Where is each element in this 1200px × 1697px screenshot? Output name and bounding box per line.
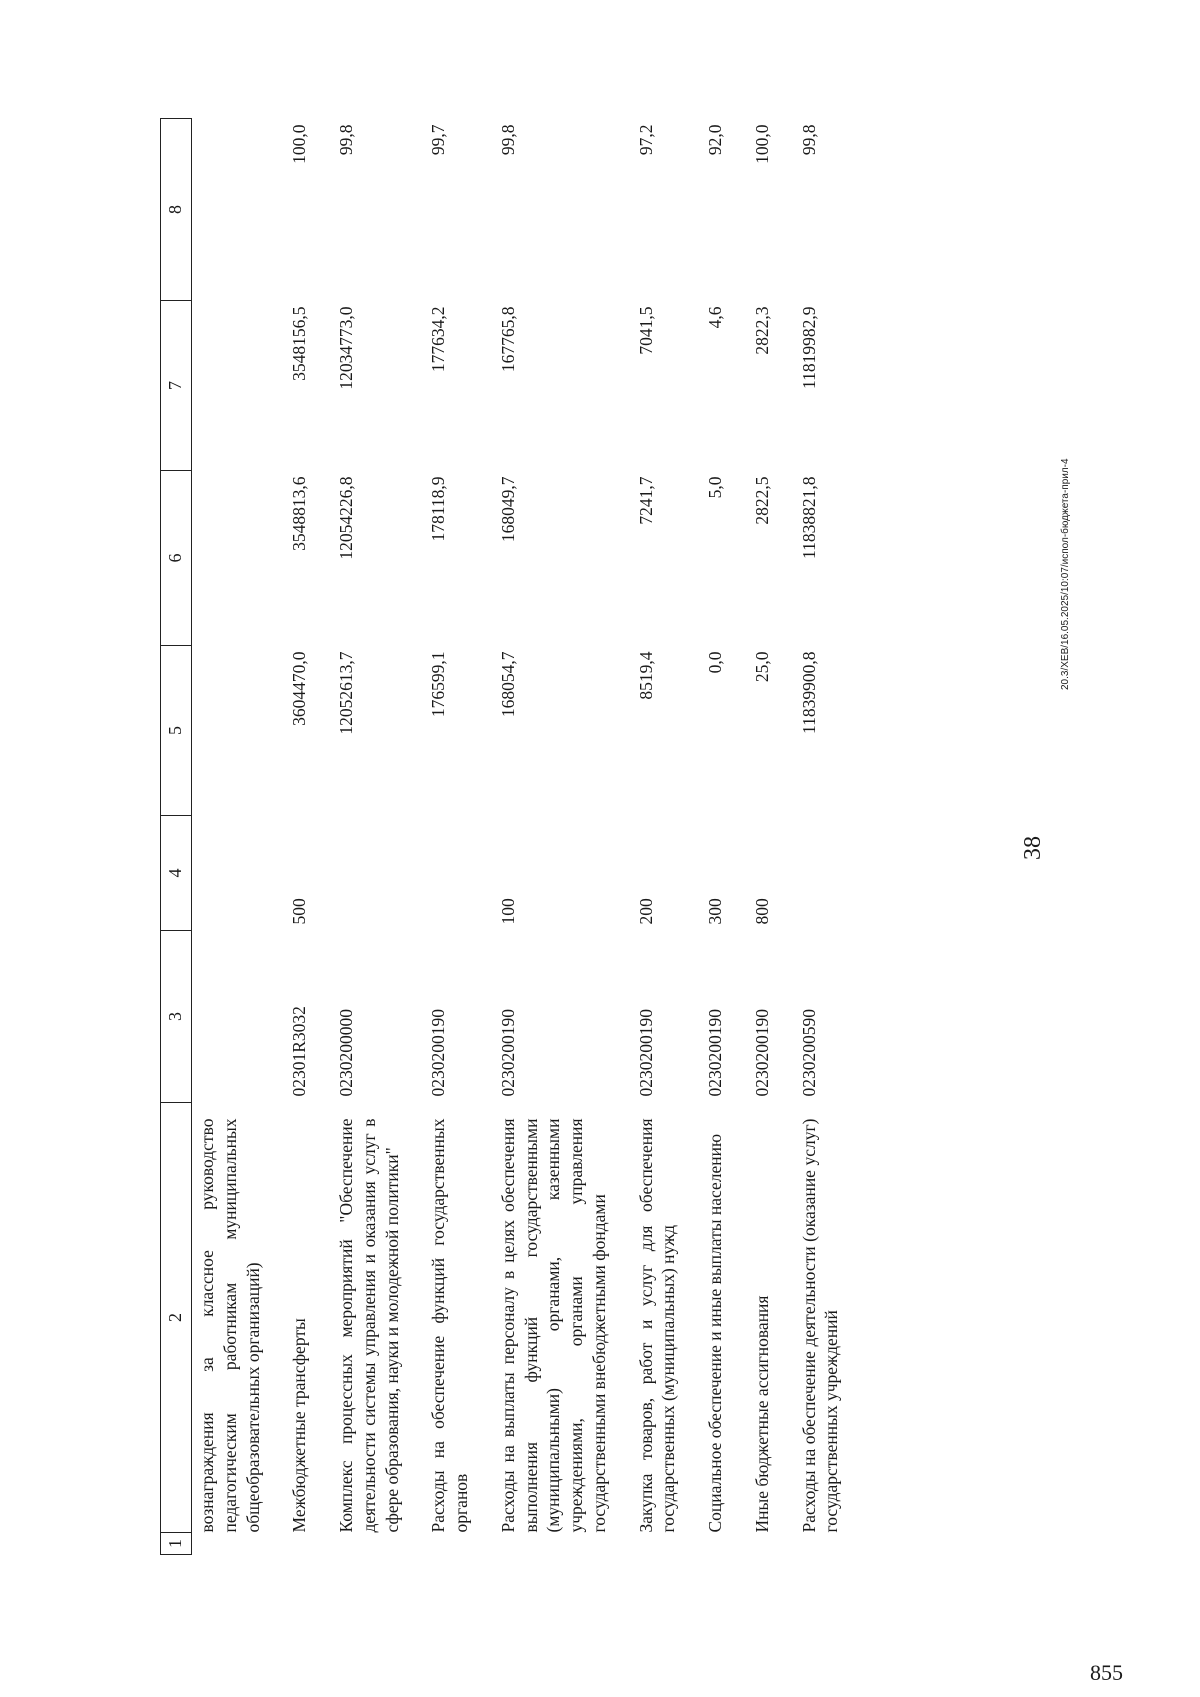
row-name: Иные бюджетные ассигнования (751, 1295, 772, 1533)
row-value-6: 178118,9 (428, 476, 449, 542)
row-type (413, 816, 483, 931)
row-name: Закупка товаров, работ и услуг для обеспечения государственных (муниципальных) нужд (635, 1118, 679, 1533)
col-header-7: 7 (161, 301, 192, 471)
row-value-8: 99,8 (336, 124, 356, 156)
col-header-3: 3 (161, 931, 192, 1103)
row-value-7: 2822,3 (751, 306, 772, 355)
row-value-6: 5,0 (705, 476, 725, 499)
row-value-5: 176599,1 (428, 651, 449, 718)
row-code: 0230200190 (705, 1009, 725, 1097)
table-row (274, 119, 321, 1555)
row-value-7 (192, 301, 275, 471)
row-code: 0230200190 (428, 1009, 449, 1097)
row-value-7: 4,6 (705, 306, 725, 329)
table-row (321, 119, 413, 1555)
table-row (737, 119, 784, 1555)
row-value-8: 99,7 (428, 124, 449, 156)
table-row (690, 119, 737, 1555)
row-value-5: 8519,4 (635, 651, 656, 700)
row-name: Межбюджетные трансферты (289, 1318, 310, 1533)
row-code: 0230200190 (497, 1009, 518, 1097)
table-header-row (161, 119, 192, 1555)
document-footer-code: 20.3/XEB/16.05.2025/10:07/испол-бюджета-прил-4 (1060, 458, 1071, 690)
row-value-8: 100,0 (289, 124, 310, 164)
row-value-8: 97,2 (635, 124, 656, 156)
row-code: 0230200190 (751, 1009, 772, 1097)
row-value-8 (192, 119, 275, 301)
row-type: 500 (289, 898, 310, 925)
row-value-5: 168054,7 (497, 651, 518, 718)
budget-execution-table (160, 118, 853, 1555)
table-row (413, 119, 483, 1555)
row-name: вознаграждения за классное руководство педагогическим работникам муниципальных общеобразовательных организаций) (197, 1118, 263, 1533)
row-value-5: 12052613,7 (336, 651, 356, 735)
row-value-7: 11819982,9 (798, 306, 819, 389)
row-value-7: 3548156,5 (289, 306, 310, 381)
row-name: Расходы на выплаты персоналу в целях обеспечения выполнения функций государственными (муниципальными) органами, казенными учреждениями, органами управления государственными внебюджетными фондами (497, 1118, 609, 1533)
row-value-5 (192, 646, 275, 816)
row-code: 0230200590 (798, 1009, 819, 1097)
row-value-7: 7041,5 (635, 306, 656, 355)
row-value-8: 99,8 (798, 124, 819, 156)
row-name: Расходы на обеспечение деятельности (оказание услуг) государственных учреждений (798, 1118, 842, 1533)
row-type: 100 (497, 898, 518, 925)
page-number-top: 38 (1020, 836, 1046, 860)
row-code: 0230200000 (336, 1009, 356, 1097)
col-header-1: 1 (161, 1533, 192, 1555)
row-value-6: 7241,7 (635, 476, 656, 525)
row-value-6: 168049,7 (497, 476, 518, 543)
row-type: 200 (635, 898, 656, 925)
col-header-5: 5 (161, 646, 192, 816)
row-value-6: 3548813,6 (289, 476, 310, 551)
row-code (192, 931, 275, 1103)
table-row (621, 119, 691, 1555)
row-value-8: 92,0 (705, 124, 725, 156)
row-value-5: 25,0 (751, 651, 772, 683)
row-value-5: 0,0 (705, 651, 725, 674)
rotated-page-content (160, 105, 1200, 1555)
row-value-7: 167765,8 (497, 306, 518, 373)
row-value-8: 99,8 (497, 124, 518, 156)
row-value-7: 12034773,0 (336, 306, 356, 390)
row-type: 300 (705, 898, 725, 925)
row-value-6: 12054226,8 (336, 476, 356, 560)
page-number-bottom: 855 (1090, 1660, 1123, 1685)
row-value-7: 177634,2 (428, 306, 449, 373)
row-type: 800 (751, 898, 772, 925)
row-type (321, 816, 413, 931)
row-name: Комплекс процессных мероприятий "Обеспечение деятельности системы управления и оказания услуг в сфере образования, науки и молодежной политики" (336, 1118, 402, 1533)
col-header-2: 2 (161, 1103, 192, 1533)
table-body (192, 119, 854, 1555)
table-row (192, 119, 275, 1555)
row-code: 0230200190 (635, 1009, 656, 1097)
row-value-8: 100,0 (751, 124, 772, 164)
row-name: Расходы на обеспечение функций государственных органов (428, 1118, 471, 1533)
col-header-6: 6 (161, 471, 192, 646)
row-value-6: 11838821,8 (798, 476, 819, 559)
row-code: 02301R3032 (289, 1006, 310, 1097)
row-value-5: 11839900,8 (798, 651, 819, 734)
col-header-4: 4 (161, 816, 192, 931)
row-value-6 (192, 471, 275, 646)
row-name: Социальное обеспечение и иные выплаты населению (705, 1133, 725, 1533)
table-row (784, 119, 854, 1555)
row-type (192, 816, 275, 931)
table-row (483, 119, 621, 1555)
row-type (784, 816, 854, 931)
row-value-6: 2822,5 (751, 476, 772, 525)
row-value-5: 3604470,0 (289, 651, 310, 726)
col-header-8: 8 (161, 119, 192, 301)
